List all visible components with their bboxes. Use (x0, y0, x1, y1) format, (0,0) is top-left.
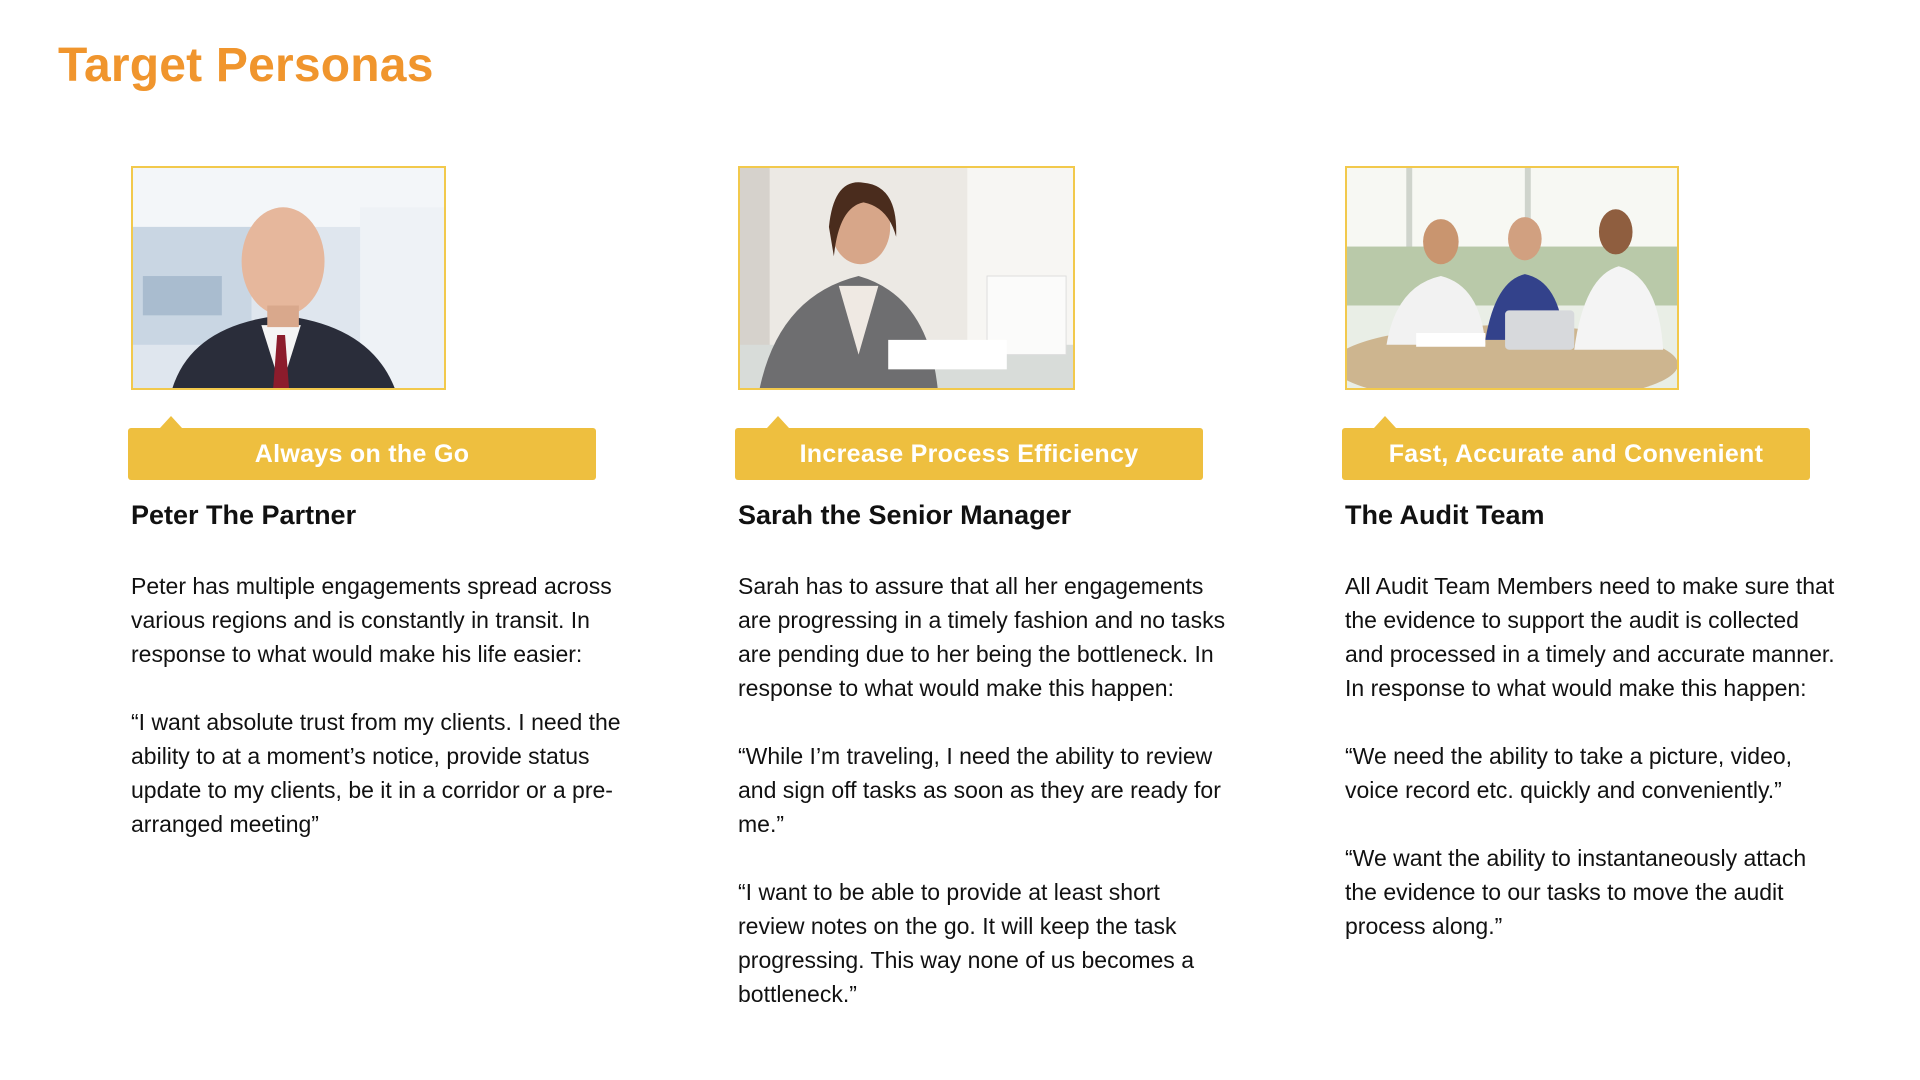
persona-quote-audit-team-1: “We need the ability to take a picture, video, voice record etc. quickly and conveniently.” (1345, 743, 1793, 803)
persona-photo-peter (131, 166, 446, 390)
persona-quote-sarah-1: “While I’m traveling, I need the ability to review and sign off tasks as soon as they are ready for me.” (738, 743, 1221, 837)
tagline-banner-sarah: Increase Process Efficiency (735, 428, 1203, 480)
tagline-banner-audit-team: Fast, Accurate and Convenient (1342, 428, 1810, 480)
persona-quote-sarah-2: “I want to be able to provide at least short review notes on the go. It will keep the task progressing. This way none of us becomes a bottleneck.” (738, 879, 1194, 1007)
persona-description-sarah: Sarah has to assure that all her engagements are progressing in a timely fashion and no tasks are pending due to her being the bottleneck. In response to what would make this happen: (738, 573, 1226, 701)
persona-quote-peter-1: “I want absolute trust from my clients. I need the ability to at a moment’s notice, provide status update to my clients, be it in a corridor or a pre-arranged meeting” (131, 709, 621, 837)
persona-photo-audit-team (1345, 166, 1679, 390)
persona-card-peter (131, 166, 621, 841)
persona-photo-sarah (738, 166, 1075, 390)
persona-name-sarah: Sarah the Senior Manager (738, 500, 1072, 530)
persona-name-peter: Peter The Partner (131, 500, 357, 530)
persona-name-audit-team: The Audit Team (1345, 500, 1545, 530)
persona-description-audit-team: All Audit Team Members need to make sure that the evidence to support the audit is collected and processed in a timely and accurate manner. In response to what would make this happen: (1345, 573, 1835, 701)
tagline-banner-peter: Always on the Go (128, 428, 596, 480)
persona-card-audit-team (1345, 166, 1835, 943)
persona-quote-audit-team-2: “We want the ability to instantaneously attach the evidence to our tasks to move the audit process along.” (1345, 845, 1807, 939)
persona-card-sarah (738, 166, 1228, 1011)
persona-description-peter: Peter has multiple engagements spread across various regions and is constantly in transit. In response to what would make his life easier: (131, 573, 612, 667)
page-title: Target Personas (58, 39, 434, 92)
